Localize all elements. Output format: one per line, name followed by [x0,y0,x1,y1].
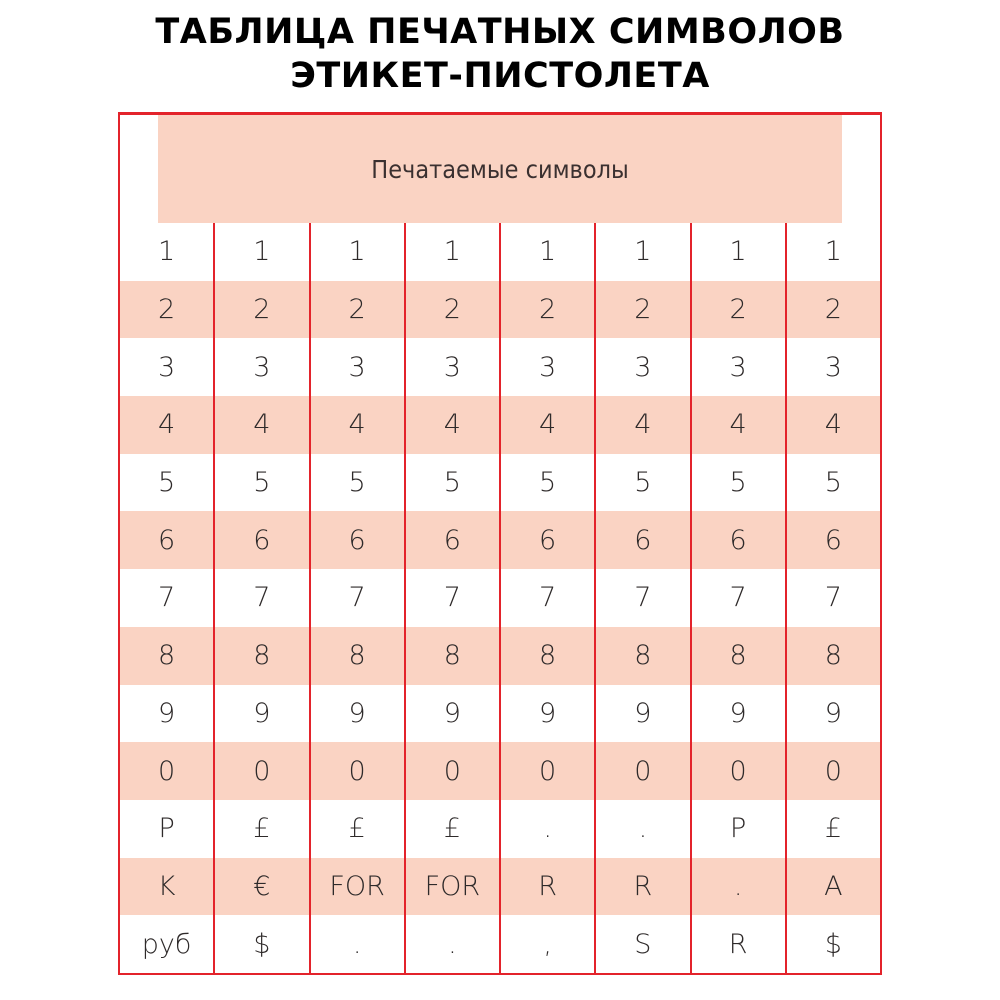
table-cell: 9 [120,685,215,743]
table-cell: 6 [596,511,691,569]
table-cell: 9 [501,685,596,743]
table-cell: 7 [824,582,842,614]
table-cell: 9 [406,685,501,743]
table-cell: 1 [120,223,215,281]
title-line-2: ЭТИКЕТ-ПИСТОЛЕТА [290,56,710,96]
table-cell: 8 [311,627,406,685]
table-row [120,685,880,743]
table-cell: 6 [501,511,596,569]
table-cell: 4 [311,396,406,454]
table-cell: 2 [501,281,596,339]
table-cell: 0 [311,742,406,800]
table-cell: 8 [215,627,310,685]
table-cell: 5 [120,454,215,512]
table-cell: 3 [596,338,691,396]
table-cell: 5 [406,454,501,512]
table-cell: . [406,915,501,973]
table-cell: 4 [406,396,501,454]
table-cell: , [501,915,596,973]
table-cell: 0 [406,742,501,800]
table-cell: 9 [311,685,406,743]
table-cell: 3 [406,338,501,396]
table-cell: 3 [215,338,310,396]
table-cell: 2 [406,281,501,339]
table-cell: 6 [120,511,215,569]
table-cell: FOR [311,858,406,916]
page-title [0,10,1000,98]
table-cell: 8 [501,627,596,685]
table-cell: R [596,858,691,916]
table-cell: 7 [501,569,596,627]
table-cell: 2 [215,281,310,339]
table-row [120,800,880,858]
table-cell: 8 [596,627,691,685]
table-cell: 1 [215,223,310,281]
table-cell: R [692,915,787,973]
table-cell: 3 [501,338,596,396]
table-cell: 3 [692,338,787,396]
table-cell: € [215,858,310,916]
table-cell: 8 [120,627,215,685]
table-cell: руб [120,915,215,973]
table-cell: 4 [120,396,215,454]
table-cell: 6 [215,511,310,569]
table-body [120,223,880,973]
table-cell: 6 [824,524,842,556]
table-cell: 9 [596,685,691,743]
table-row [120,915,880,973]
table-cell: 1 [406,223,501,281]
table-cell: . [501,800,596,858]
table-cell: 9 [824,697,842,729]
table-cell: 6 [406,511,501,569]
table-cell: 2 [596,281,691,339]
table-cell: 5 [824,467,842,499]
table-cell: FOR [406,858,501,916]
table-cell: £ [311,800,406,858]
table-cell: 8 [692,627,787,685]
table-cell: 4 [692,396,787,454]
table-cell: R [501,858,596,916]
table-cell: 2 [120,281,215,339]
table-cell: 0 [120,742,215,800]
table-cell: 7 [406,569,501,627]
table-row [120,223,880,281]
table-cell: 0 [692,742,787,800]
table-cell: 7 [120,569,215,627]
table-cell: 0 [501,742,596,800]
table-cell: . [311,915,406,973]
table-cell: 3 [120,338,215,396]
table-cell: £ [406,800,501,858]
table-cell: 6 [311,511,406,569]
table-cell: 4 [501,396,596,454]
table-cell: 6 [692,511,787,569]
table-cell: 7 [311,569,406,627]
table-row [120,454,880,512]
table-row [120,858,880,916]
table-cell: P [120,800,215,858]
table-row [120,569,880,627]
table-cell: K [120,858,215,916]
table-cell: 8 [824,640,842,672]
title-line-1: ТАБЛИЦА ПЕЧАТНЫХ СИМВОЛОВ [155,12,845,52]
table-cell: £ [824,813,842,845]
table-row [120,511,880,569]
table-cell: 4 [824,409,842,441]
table-row [120,627,880,685]
table-cell: £ [215,800,310,858]
table-cell: P [692,800,787,858]
table-cell: 1 [824,236,842,268]
table-cell: $ [824,928,842,960]
table-cell: 8 [406,627,501,685]
table-cell: 7 [596,569,691,627]
table-cell: 4 [596,396,691,454]
table-cell: 1 [692,223,787,281]
table-row [120,338,880,396]
symbols-table [118,112,882,975]
table-cell: 0 [596,742,691,800]
table-cell: 1 [501,223,596,281]
table-cell: 5 [501,454,596,512]
table-row [120,742,880,800]
table-cell: 4 [215,396,310,454]
table-header: Печатаемые символы [158,115,842,223]
table-cell: 9 [692,685,787,743]
table-cell: 1 [311,223,406,281]
table-cell: 5 [692,454,787,512]
table-cell: 3 [824,351,842,383]
table-cell: 2 [824,294,842,326]
table-cell: $ [215,915,310,973]
table-cell: 3 [311,338,406,396]
table-row [120,281,880,339]
table-cell: 1 [596,223,691,281]
table-row [120,396,880,454]
table-cell: . [692,858,787,916]
table-cell: 5 [596,454,691,512]
table-cell: A [824,870,843,902]
table-cell: 7 [692,569,787,627]
table-cell: . [596,800,691,858]
table-cell: 2 [692,281,787,339]
table-cell: S [596,915,691,973]
table-cell: 5 [311,454,406,512]
table-cell: 0 [215,742,310,800]
table-cell: 7 [215,569,310,627]
table-cell: 0 [824,755,842,787]
table-cell: 9 [215,685,310,743]
table-cell: 5 [215,454,310,512]
table-cell: 2 [311,281,406,339]
